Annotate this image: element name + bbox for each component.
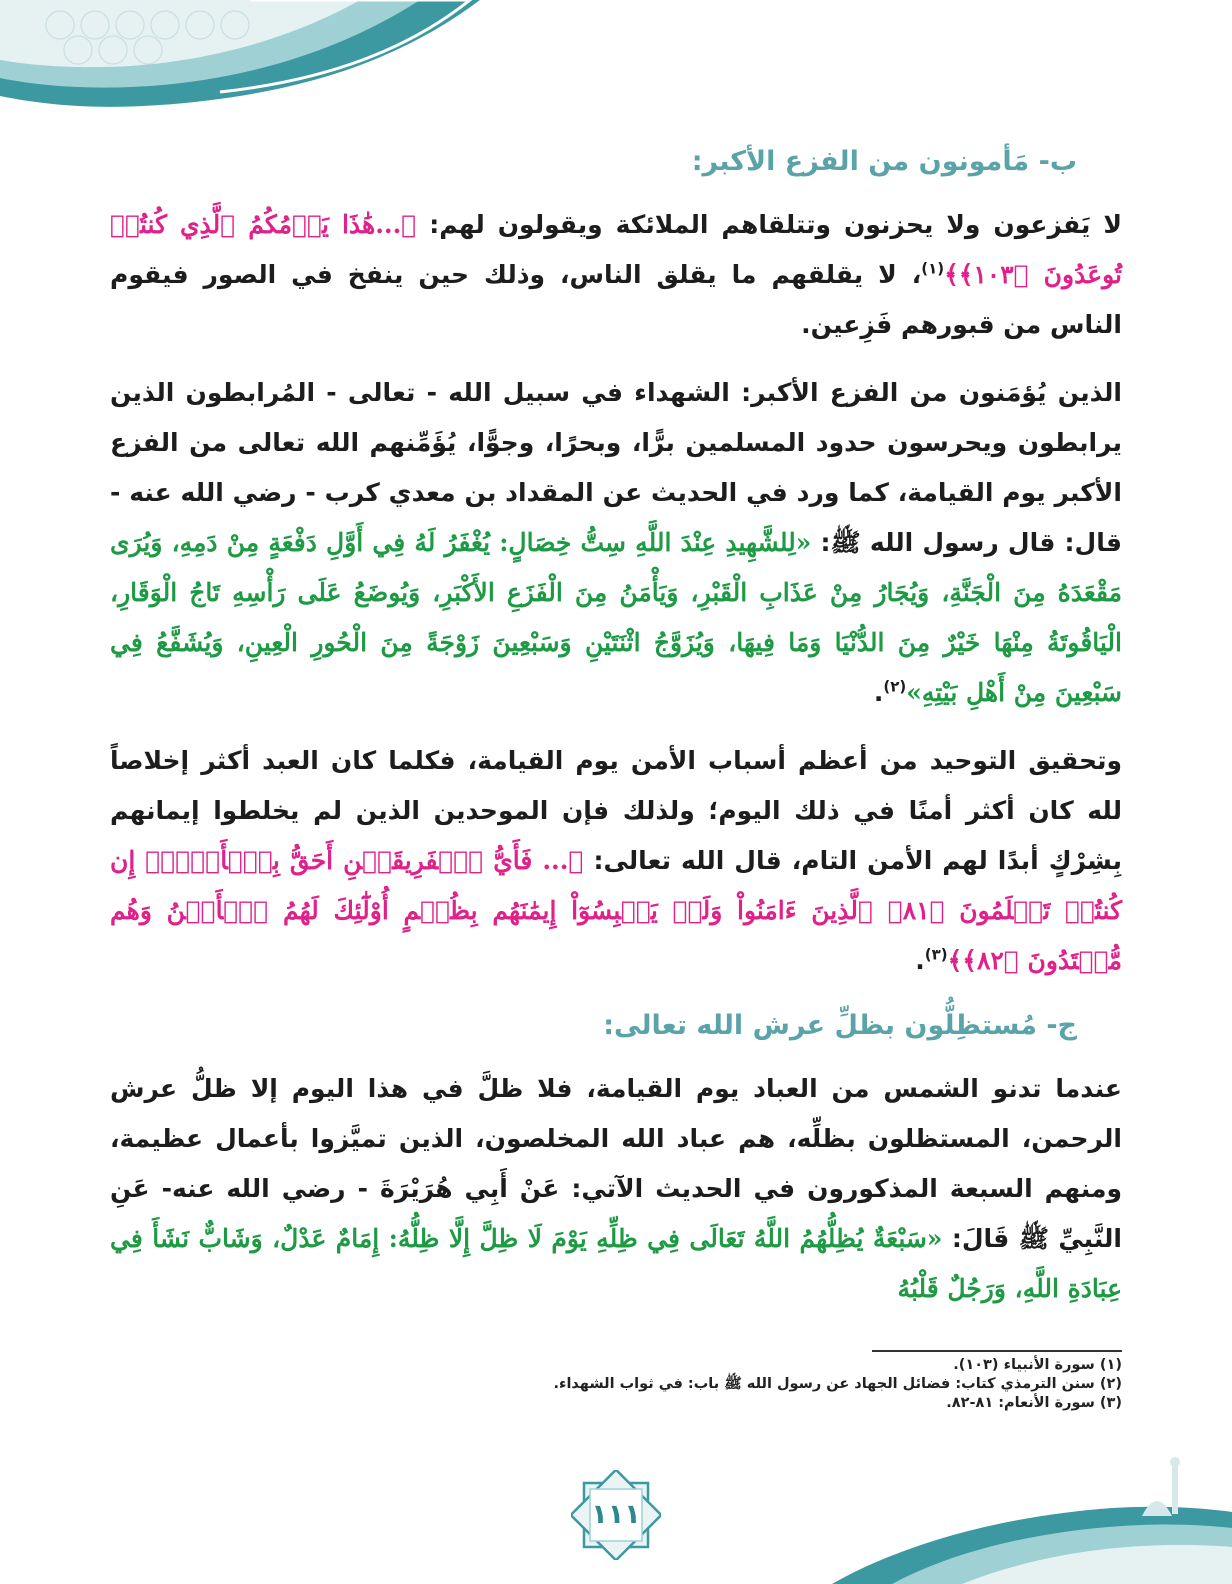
text-run: الذين يُؤمَنون من الفزع الأكبر: الشهداء في سبيل الله - تعالى - المُرابطون الذين يرابطون ويحرسون حدود المسلمين برًّا، وبحرًا، وجوًّا، يُؤَمِّنهم الله تعالى من الفزع الأكبر يوم القيامة، كما ورد في الحديث عن المقداد بن معدي كرب - رضي الله عنه - قال: قال رسول الله ﷺ: (110, 378, 1122, 557)
section-b-paragraph-1 (110, 200, 1122, 350)
quran-verse: ﴿... فَأَيُّ ٱلۡفَرِيقَيۡنِ أَحَقُّ بِٱلۡأَمۡنِۖ إِن كُنتُمۡ تَعۡلَمُونَ ﴿٨١﴾ ٱلَّذِينَ ءَامَنُواْ وَلَمۡ يَلۡبِسُوٓاْ إِيمَٰنَهُم بِظُلۡمٍ أُوْلَٰٓئِكَ لَهُمُ ٱلۡأَمۡنُ وَهُم مُّهۡتَدُونَ ﴿٨٢﴾﴾ (110, 846, 1122, 975)
text-run: وتحقيق التوحيد من أعظم أسباب الأمن يوم القيامة، فكلما كان العبد أكثر إخلاصاً لله كان أكثر أمنًا في ذلك اليوم؛ ولذلك فإن الموحدين الذين لم يخلطوا إيمانهم بِشِرْكٍ أبدًا لهم الأمن التام، قال الله تعالى: (110, 746, 1122, 875)
text-run: عندما تدنو الشمس من العباد يوم القيامة، فلا ظلَّ في هذا اليوم إلا ظلُّ عرش الرحمن، المستظلون بظلِّه، هم عباد الله المخلصون، الذين تميَّزوا بأعمال عظيمة، ومنهم السبعة المذكورون في الحديث الآتي: عَنْ أَبِي هُرَيْرَةَ - رضي الله عنه- عَنِ النَّبِيِّ ﷺ قَالَ: (110, 1074, 1122, 1253)
hadith-quote: «لِلشَّهِيدِ عِنْدَ اللَّهِ سِتُّ خِصَالٍ: يُغْفَرُ لَهُ فِي أَوَّلِ دَفْعَةٍ مِنْ دَمِهِ، وَيُرَى مَقْعَدَهُ مِنَ الْجَنَّةِ، وَيُجَارُ مِنْ عَذَابِ الْقَبْرِ، وَيَأْمَنُ مِنَ الْفَزَعِ الأَكْبَرِ، وَيُوضَعُ عَلَى رَأْسِهِ تَاجُ الْوَقَارِ، الْيَاقُوتَةُ مِنْهَا خَيْرٌ مِنَ الدُّنْيَا وَمَا فِيهَا، وَيُزَوَّجُ اثْنَتَيْنِ وَسَبْعِينَ زَوْجَةً مِنَ الْحُورِ الْعِينِ، وَيُشَفَّعُ فِي سَبْعِينَ مِنْ أَهْلِ بَيْتِهِ» (110, 528, 1122, 707)
footnote-ref: (٣) (924, 945, 948, 964)
top-ornament (0, 0, 480, 110)
hadith-quote: «سَبْعَةٌ يُظِلُّهُمُ اللَّهُ تَعَالَى فِي ظِلِّهِ يَوْمَ لَا ظِلَّ إِلَّا ظِلُّهُ: إِمَامٌ عَدْلٌ، وَشَابٌّ نَشَأَ فِي عِبَادَةِ اللَّهِ، وَرَجُلٌ قَلْبُهُ (110, 1224, 1122, 1303)
footnotes (110, 1356, 1122, 1413)
text-run: لا يَفزعون ولا يحزنون وتتلقاهم الملائكة ويقولون لهم: (416, 210, 1122, 239)
text-run: . (915, 946, 925, 975)
quran-verse: ﴿...هَٰذَا يَوۡمُكُمُ ٱلَّذِي كُنتُمۡ تُوعَدُونَ ﴿١٠٣﴾﴾ (110, 210, 1122, 289)
text-run: . (873, 678, 884, 707)
section-c-paragraph-1 (110, 1064, 1122, 1314)
section-b-paragraph-3 (110, 736, 1122, 986)
footnote-ref: (٢) (883, 677, 907, 696)
section-c-heading: ج- مُستظِلُّون بظلِّ عرش الله تعالى: (603, 1010, 1077, 1041)
text-run: ، لا يقلقهم ما يقلق الناس، وذلك حين ينفخ في الصور فيقوم الناس من قبورهم فَزِعين. (110, 260, 1122, 339)
section-b-heading: ب- مَأمونون من الفزع الأكبر: (691, 146, 1077, 177)
footnote-2: (٢) سنن الترمذي كتاب: فضائل الجهاد عن رسول الله ﷺ باب: في ثواب الشهداء. (553, 1376, 1122, 1392)
section-b-paragraph-2 (110, 368, 1122, 718)
footnote-ref: (١) (921, 259, 945, 278)
page-number: ١١١ (591, 1499, 641, 1530)
page-content (110, 140, 1122, 1332)
footnote-1: (١) سورة الأنبياء (١٠٣). (953, 1357, 1122, 1373)
bottom-ornament (812, 1424, 1232, 1584)
footnote-3: (٣) سورة الأنعام: ٨١-٨٢. (946, 1395, 1122, 1411)
footnote-divider (872, 1350, 1122, 1352)
